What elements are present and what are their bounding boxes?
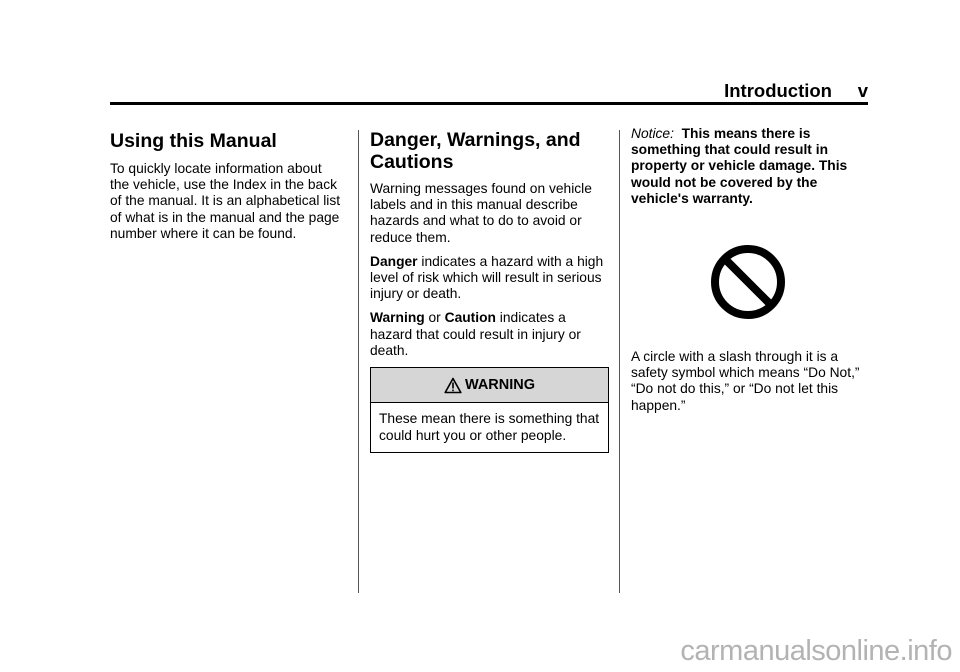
column-divider [358,130,359,593]
or-text: or [424,310,445,326]
prohibition-circle-icon [709,243,787,321]
column-divider [619,130,620,593]
header-title [724,80,868,102]
column-using-manual [110,120,342,250]
warning-box-body: These mean there is something that could hurt you or other people. [379,411,600,444]
danger-paragraph [370,254,608,303]
header-rule [110,102,868,105]
warning-caution-paragraph [370,310,608,359]
warning-term: Warning [370,310,425,326]
section-heading: Using this Manual [110,130,277,152]
header-page-number: v [857,80,868,101]
watermark: carmanualsonline.info [680,635,952,667]
danger-text: indicates a hazard with a high level of risk which will result in serious injury or death. [370,253,604,302]
warning-box [370,367,609,453]
body-paragraph: Warning messages found on vehicle labels and in this manual describe hazards and what to do to avoid or reduce them. [370,181,592,245]
caution-term: Caution [444,310,496,326]
body-paragraph: To quickly locate information about the vehicle, use the Index in the back of the manual. It is an alphabetical list of what is in the manual and the page number where it can be found. [110,161,341,241]
column-dangers-warnings [370,120,608,453]
header-section: Introduction [724,80,832,101]
danger-term: Danger [370,253,418,269]
section-heading: Danger, Warnings, and Cautions [370,129,581,173]
notice-label: Notice: [631,126,674,141]
warning-caution-text: indicates a hazard that could result in injury or death. [370,310,581,358]
warning-box-title: WARNING [464,377,536,394]
notice-text: This means there is something that could result in property or vehicle damage. This would not be covered by the vehicle's warranty. [631,126,852,206]
notice-paragraph [631,126,868,207]
page-header [110,80,868,102]
warning-triangle-icon [444,377,462,394]
warning-box-header [371,368,608,403]
symbol-description: A circle with a slash through it is a safety symbol which means “Do Not,” “Do not do this,” or “Do not let this happen.” [631,349,860,413]
column-notice [631,126,868,422]
